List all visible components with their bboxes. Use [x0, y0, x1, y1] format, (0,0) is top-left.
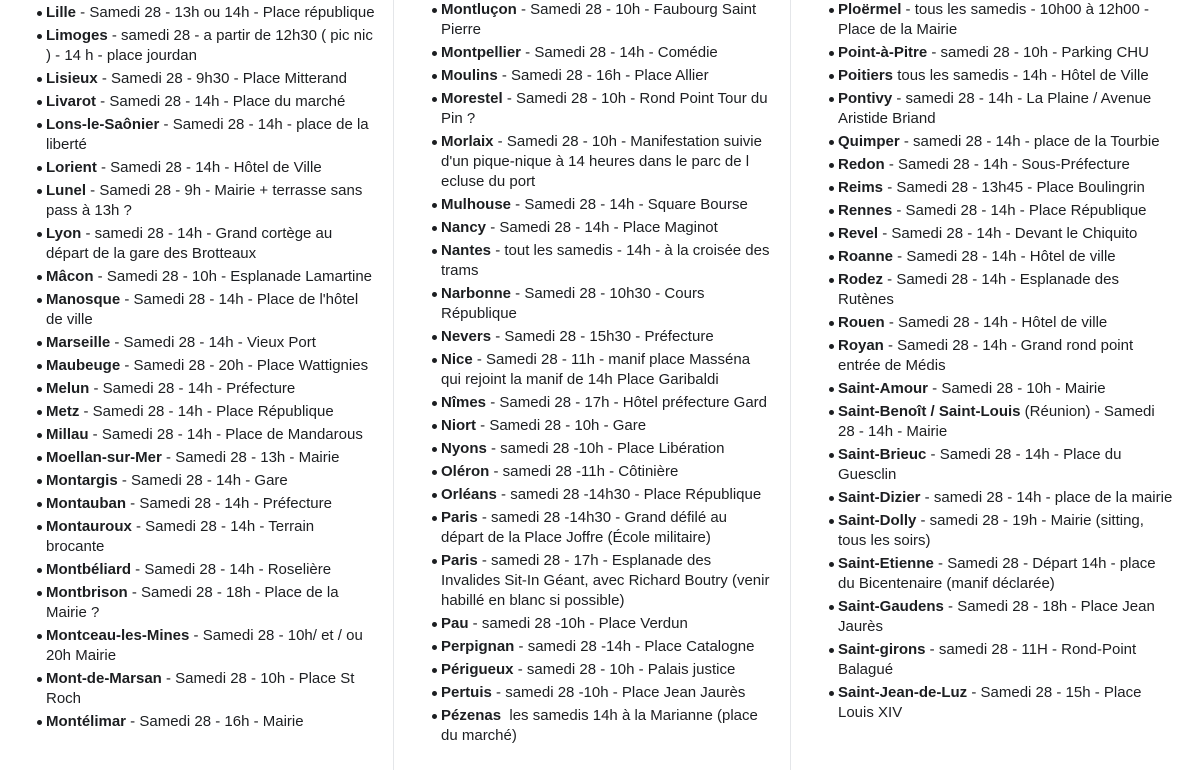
city-name: Montpellier: [441, 44, 522, 61]
city-name: Point-à-Pitre: [838, 44, 928, 61]
city-name: Roanne: [838, 248, 894, 265]
list-item: [838, 66, 1174, 86]
list-item: [441, 393, 771, 413]
event-details: - Samedi 28 - 14h - Comédie: [521, 44, 718, 61]
city-name: Metz: [46, 403, 80, 420]
list-item: [838, 554, 1174, 594]
city-name: Moulins: [441, 67, 498, 84]
city-name: Mâcon: [46, 268, 94, 285]
event-details: - Samedi 28 - 14h - Vieux Port: [110, 334, 316, 351]
event-details: - Samedi 28 - 13h45 - Place Boulingrin: [883, 179, 1145, 196]
list-item: [441, 284, 771, 324]
list-item: [46, 425, 376, 445]
city-name: Pézenas: [441, 707, 502, 724]
event-details: - Samedi 28 - 14h - Terrain brocante: [46, 518, 319, 555]
city-name: Lyon: [46, 225, 82, 242]
list-item: [441, 508, 771, 548]
list-item: [46, 356, 376, 376]
city-name: Reims: [838, 179, 884, 196]
event-details: - Samedi 28 - 10h/ et / ou 20h Mairie: [46, 627, 367, 664]
event-details: - Samedi 28 - 16h - Mairie: [126, 713, 304, 730]
city-name: Nîmes: [441, 394, 487, 411]
city-name: Pau: [441, 615, 469, 632]
event-details: - Samedi 28 - 10h - Esplanade Lamartine: [93, 268, 373, 285]
event-details: - Samedi 28 - 14h - Place République: [79, 403, 334, 420]
event-details: - samedi 28 - 14h - place de la mairie: [920, 489, 1173, 506]
event-details: - Samedi 28 - 14h - Gare: [117, 472, 288, 489]
list-item: [441, 241, 774, 281]
list-item: [441, 706, 771, 746]
list-item: [441, 551, 774, 611]
event-details: - Samedi 28 - 14h - Place Maginot: [486, 219, 718, 236]
city-name: Pertuis: [441, 684, 492, 701]
event-list: [441, 0, 774, 746]
list-item: [46, 669, 376, 709]
event-details: - Samedi 28 - 18h - Place Jean Jaurès: [838, 598, 1159, 635]
event-details: - Samedi 28 - 16h - Place Allier: [497, 67, 709, 84]
city-name: Montbrison: [46, 584, 128, 601]
event-list: [838, 0, 1174, 723]
city-name: Nice: [441, 351, 473, 368]
city-name: Marseille: [46, 334, 111, 351]
list-item: [441, 462, 771, 482]
event-details: - Samedi 28 - 14h - Hôtel de ville: [893, 248, 1116, 265]
event-details: - samedi 28 -11h - Côtinière: [489, 463, 679, 480]
city-name: Rouen: [838, 314, 885, 331]
list-item: [46, 494, 376, 514]
event-details: - Samedi 28 - 14h - Place du marché: [96, 93, 346, 110]
city-name: Millau: [46, 426, 89, 443]
list-item: [838, 511, 1174, 551]
city-name: Lille: [46, 4, 77, 21]
city-name: Montauban: [46, 495, 126, 512]
event-details: - Samedi 28 - 14h - Hôtel de ville: [884, 314, 1108, 331]
list-item: [441, 416, 771, 436]
city-name: Morlaix: [441, 133, 494, 150]
city-name: Saint-Benoît / Saint-Louis: [838, 403, 1021, 420]
list-item: [46, 560, 376, 580]
list-item: [441, 43, 771, 63]
city-name: Montceau-les-Mines: [46, 627, 190, 644]
event-details: - samedi 28 -14h30 - Place République: [496, 486, 762, 503]
list-item: [838, 43, 1174, 63]
list-item: [441, 614, 771, 634]
list-item: [838, 640, 1174, 680]
city-name: Manosque: [46, 291, 121, 308]
event-details: - samedi 28 - 11H - Rond-Point Balagué: [838, 641, 1141, 678]
city-name: Lons-le-Saônier: [46, 116, 160, 133]
city-name: Mont-de-Marsan: [46, 670, 162, 687]
event-details: - Samedi 28 - 14h - Square Bourse: [511, 196, 748, 213]
event-details: - samedi 28 - 17h - Esplanade des Invalides Sit-In Géant, avec Richard Boutry (venir habillé en blanc si possible): [441, 552, 774, 609]
list-item: [46, 333, 376, 353]
list-item: [441, 637, 771, 657]
city-name: Lunel: [46, 182, 86, 199]
city-name: Narbonne: [441, 285, 512, 302]
event-details: - Samedi 28 - 10h - Rond Point Tour du Pin ?: [441, 90, 772, 127]
city-name: Montauroux: [46, 518, 132, 535]
event-details: tous les samedis - 14h - Hôtel de Ville: [893, 67, 1149, 84]
city-name: Montélimar: [46, 713, 127, 730]
event-details: - samedi 28 - 14h - place de la Tourbie: [899, 133, 1160, 150]
list-item: [46, 471, 376, 491]
list-item: [46, 181, 376, 221]
event-details: - Samedi 28 - 15h30 - Préfecture: [491, 328, 714, 345]
list-item: [46, 267, 376, 287]
city-name: Périgueux: [441, 661, 514, 678]
column-divider: [393, 0, 394, 770]
city-name: Royan: [838, 337, 884, 354]
event-details: - Samedi 28 - 14h - Préfecture: [126, 495, 332, 512]
event-details: - samedi 28 -14h30 - Grand défilé au départ de la Place Joffre (École militaire): [441, 509, 732, 546]
city-name: Saint-Etienne: [838, 555, 934, 572]
list-item: [46, 290, 376, 330]
event-details: - Samedi 28 - 18h - Place de la Mairie ?: [46, 584, 343, 621]
city-name: Nancy: [441, 219, 487, 236]
event-details: - Samedi 28 - 10h - Faubourg Saint Pierre: [441, 1, 761, 38]
city-name: Rodez: [838, 271, 883, 288]
event-details: - Samedi 28 - 14h - Grand rond point entrée de Médis: [838, 337, 1138, 374]
city-name: Nantes: [441, 242, 492, 259]
list-item: [441, 89, 771, 129]
list-item: [838, 201, 1174, 221]
event-details: - samedi 28 -10h - Place Jean Jaurès: [491, 684, 746, 701]
list-item: [441, 485, 771, 505]
list-item: [46, 69, 376, 89]
event-details: - Samedi 28 - 10h - Gare: [476, 417, 647, 434]
list-item: [838, 224, 1174, 244]
event-details: - Samedi 28 - 14h - Place de l'hôtel de ville: [46, 291, 363, 328]
list-item: [838, 683, 1174, 723]
event-details: - samedi 28 -10h - Place Verdun: [468, 615, 688, 632]
list-item: [46, 224, 376, 264]
event-details: - Samedi 28 - 10h - Place St Roch: [46, 670, 359, 707]
city-name: Oléron: [441, 463, 490, 480]
list-item: [46, 3, 376, 23]
list-item: [838, 0, 1174, 40]
list-item: [46, 26, 376, 66]
list-item: [46, 402, 376, 422]
event-details: - Samedi 28 - 9h30 - Place Mitterand: [97, 70, 347, 87]
event-details: - samedi 28 - 14h - Grand cortège au départ de la gare des Brotteaux: [46, 225, 337, 262]
city-name: Nevers: [441, 328, 492, 345]
event-details: - samedi 28 -10h - Place Libération: [486, 440, 725, 457]
city-name: Quimper: [838, 133, 900, 150]
event-details: - Samedi 28 - 14h - place de la liberté: [46, 116, 373, 153]
city-name: Mulhouse: [441, 196, 511, 213]
event-details: - Samedi 28 - 15h - Place Louis XIV: [838, 684, 1146, 721]
city-name: Paris: [441, 552, 478, 569]
event-details: - samedi 28 - 19h - Mairie (sitting, tous les soirs): [838, 512, 1149, 549]
event-details: - Samedi 28 - 14h - Devant le Chiquito: [878, 225, 1138, 242]
city-name: Perpignan: [441, 638, 515, 655]
event-details: - Samedi 28 - 10h - Mairie: [928, 380, 1106, 397]
event-details: les samedis 14h à la Marianne (place du marché): [441, 707, 763, 744]
city-name: Saint-Jean-de-Luz: [838, 684, 968, 701]
event-details: - Samedi 28 - 10h - Manifestation suivie d'un pique-nique à 14 heures dans le parc de l ecluse du port: [441, 133, 767, 190]
list-item: [441, 218, 771, 238]
city-name: Livarot: [46, 93, 97, 110]
list-item: [46, 448, 376, 468]
list-item: [46, 92, 376, 112]
list-item: [441, 0, 771, 40]
list-item: [838, 402, 1174, 442]
list-item: [46, 626, 376, 666]
list-item: [441, 439, 771, 459]
city-name: Montluçon: [441, 1, 517, 18]
event-details: - samedi 28 -14h - Place Catalogne: [514, 638, 755, 655]
city-name: Paris: [441, 509, 478, 526]
city-name: Orléans: [441, 486, 497, 503]
city-name: Limoges: [46, 27, 108, 44]
event-details: - samedi 28 - a partir de 12h30 ( pic nic ) - 14 h - place jourdan: [46, 27, 377, 64]
list-item: [441, 66, 771, 86]
event-details: - Samedi 28 - 13h ou 14h - Place république: [76, 4, 375, 21]
city-name: Nyons: [441, 440, 487, 457]
event-details: (Réunion) - Samedi 28 - 14h - Mairie: [838, 403, 1159, 440]
event-details: - Samedi 28 - 14h - Hôtel de Ville: [96, 159, 322, 176]
event-details: - Samedi 28 - 14h - Sous-Préfecture: [884, 156, 1130, 173]
city-name: Saint-girons: [838, 641, 926, 658]
city-name: Morestel: [441, 90, 503, 107]
city-name: Lorient: [46, 159, 97, 176]
event-details: - tous les samedis - 10h00 à 12h00 - Place de la Mairie: [838, 1, 1154, 38]
event-details: - Samedi 28 - 14h - Esplanade des Rutènes: [838, 271, 1124, 308]
event-details: - Samedi 28 - 14h - Place du Guesclin: [838, 446, 1126, 483]
city-name: Montbéliard: [46, 561, 131, 578]
city-name: Saint-Brieuc: [838, 446, 927, 463]
event-details: - Samedi 28 - 13h - Mairie: [161, 449, 340, 466]
event-details: - Samedi 28 - 14h - Préfecture: [89, 380, 296, 397]
list-item: [46, 158, 376, 178]
list-item: [838, 445, 1174, 485]
column-divider: [790, 0, 791, 770]
city-name: Rennes: [838, 202, 893, 219]
city-name: Saint-Gaudens: [838, 598, 944, 615]
list-item: [838, 379, 1174, 399]
city-name: Pontivy: [838, 90, 893, 107]
column-2: [441, 0, 774, 749]
event-details: - tout les samedis - 14h - à la croisée des trams: [441, 242, 774, 279]
list-item: [441, 660, 771, 680]
city-name: Redon: [838, 156, 885, 173]
city-name: Melun: [46, 380, 90, 397]
event-details: - Samedi 28 - Départ 14h - place du Bicentenaire (manif déclarée): [838, 555, 1160, 592]
list-item: [838, 178, 1174, 198]
event-details: - Samedi 28 - 17h - Hôtel préfecture Gard: [486, 394, 767, 411]
city-name: Lisieux: [46, 70, 98, 87]
list-item: [441, 350, 771, 390]
event-details: - Samedi 28 - 9h - Mairie + terrasse sans pass à 13h ?: [46, 182, 367, 219]
city-name: Niort: [441, 417, 476, 434]
city-name: Poitiers: [838, 67, 894, 84]
list-item: [46, 379, 376, 399]
list-item: [838, 247, 1174, 267]
list-item: [441, 195, 771, 215]
list-item: [46, 712, 376, 732]
list-item: [838, 597, 1174, 637]
list-item: [46, 517, 376, 557]
city-name: Saint-Dolly: [838, 512, 917, 529]
list-item: [838, 270, 1174, 310]
list-item: [441, 132, 771, 192]
event-details: - samedi 28 - 10h - Palais justice: [513, 661, 736, 678]
city-name: Montargis: [46, 472, 118, 489]
city-name: Maubeuge: [46, 357, 121, 374]
event-details: - Samedi 28 - 14h - Roselière: [131, 561, 332, 578]
list-item: [838, 132, 1174, 152]
list-item: [46, 115, 376, 155]
column-3: [838, 0, 1174, 726]
list-item: [838, 155, 1174, 175]
city-name: Ploërmel: [838, 1, 902, 18]
column-1: [46, 3, 376, 735]
list-item: [441, 683, 771, 703]
list-item: [838, 89, 1174, 129]
event-details: - samedi 28 - 14h - La Plaine / Avenue Aristide Briand: [838, 90, 1155, 127]
city-name: Revel: [838, 225, 879, 242]
event-details: - Samedi 28 - 20h - Place Wattignies: [120, 357, 369, 374]
city-name: Moellan-sur-Mer: [46, 449, 162, 466]
event-list: [46, 3, 376, 732]
event-details: - Samedi 28 - 14h - Place de Mandarous: [88, 426, 363, 443]
event-details: - Samedi 28 - 10h30 - Cours République: [441, 285, 709, 322]
list-item: [46, 583, 376, 623]
event-details: - Samedi 28 - 11h - manif place Masséna qui rejoint la manif de 14h Place Garibaldi: [441, 351, 755, 388]
list-item: [838, 336, 1174, 376]
event-details: - samedi 28 - 10h - Parking CHU: [927, 44, 1149, 61]
city-name: Saint-Dizier: [838, 489, 921, 506]
list-item: [441, 327, 771, 347]
list-item: [838, 488, 1174, 508]
list-item: [838, 313, 1174, 333]
event-details: - Samedi 28 - 14h - Place République: [892, 202, 1147, 219]
city-name: Saint-Amour: [838, 380, 928, 397]
